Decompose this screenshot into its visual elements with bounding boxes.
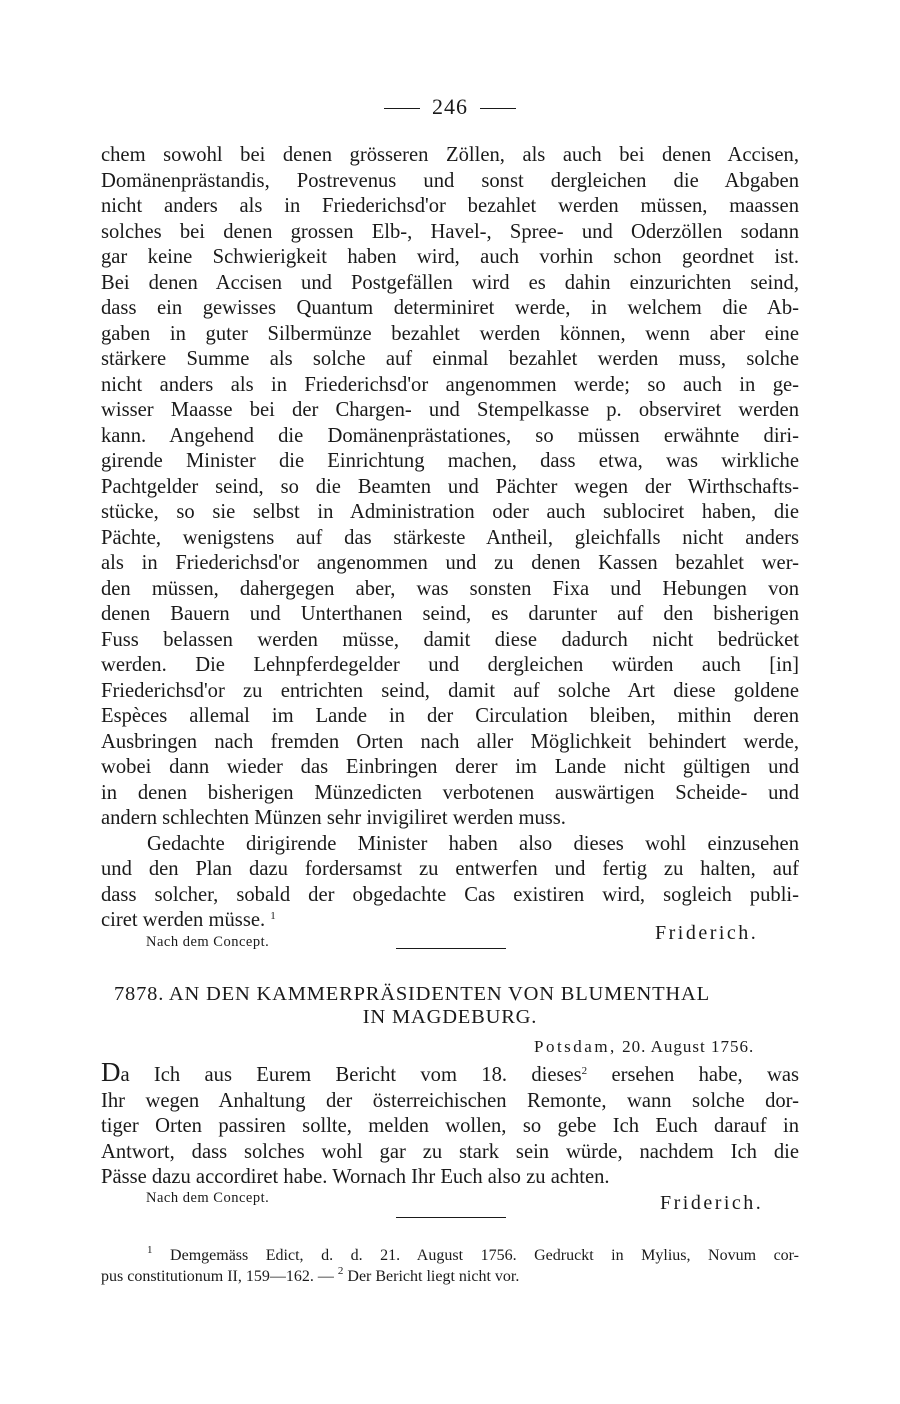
footnote-1 xyxy=(101,1245,799,1266)
text-line: andern schlechten Münzen sehr invigiliret werden muss. xyxy=(101,807,566,829)
text-line: Gedachte dirigirende Minister haben also dieses wohl einzusehen xyxy=(147,832,799,855)
text-line: Espèces allemal im Lande in der Circulation bleiben, mithin deren xyxy=(101,705,799,727)
footnote-1-text: Demgemäss Edict, d. d. 21. August 1756. Gedruckt in Mylius, Novum cor- xyxy=(170,1247,800,1264)
text-line: ciret werden müsse. xyxy=(101,909,266,931)
text-line: Domänenprästandis, Postrevenus und sonst dergleichen die Abgaben xyxy=(101,169,799,192)
letter-first-line xyxy=(101,1057,799,1089)
dateline xyxy=(534,1037,754,1057)
text-line: stärkere Summe als solche auf einmal bezahlet werden muss, solche xyxy=(101,348,799,370)
signature-1: Friderich. xyxy=(655,922,759,944)
document-heading-line1: 7878. AN DEN KAMMERPRÄSIDENTEN VON BLUMENTHAL xyxy=(114,983,710,1005)
footnote-1-number: 1 xyxy=(147,1244,153,1256)
letter-line1-part-b: ersehen habe, was xyxy=(611,1064,799,1086)
footnote-reference-1[interactable]: 1 xyxy=(270,910,276,922)
page-number-dash-right xyxy=(480,108,516,109)
dateline-date: 20. August 1756. xyxy=(622,1037,755,1056)
text-line: chem sowohl bei denen grösseren Zöllen, als auch bei denen Accisen, xyxy=(101,144,799,166)
text-line: gar keine Schwierigkeit haben wird, auch vorhin schon geordnet ist. xyxy=(101,246,799,268)
text-line: Bei denen Accisen und Postgefällen wird es dahin einzurichten seind, xyxy=(101,271,799,294)
letter-line: Ihr wegen Anhaltung der österreichischen Remonte, wann solche dor- xyxy=(101,1089,799,1112)
text-line: stücke, so sie selbst in Administration oder auch sublociret haben, die xyxy=(101,501,799,523)
letter-line: Antwort, dass solches wohl gar zu stark sein würde, nachdem Ich die xyxy=(101,1140,799,1163)
document-heading-line2: IN MAGDEBURG. xyxy=(362,1006,538,1028)
text-line: solches bei denen grossen Elb-, Havel-, Spree- und Oderzöllen sodann xyxy=(101,220,799,243)
letter-line1-part-a: a Ich aus Eurem Bericht vom 18. dieses xyxy=(120,1064,582,1086)
footnote-1-text-end: pus constitutionum II, 159—162. — xyxy=(101,1268,334,1285)
text-line: Fuss belassen werden müsse, damit diese dadurch nicht bedrücket xyxy=(101,628,799,651)
dateline-place: Potsdam, xyxy=(534,1037,617,1056)
signature-2: Friderich. xyxy=(660,1192,764,1214)
text-line: dass ein gewisses Quantum determiniret werde, in welchem die Ab- xyxy=(101,297,799,319)
main-text xyxy=(101,143,799,934)
text-line: Friederichsd'or zu entrichten seind, damit auf solche Art diese goldene xyxy=(101,679,799,702)
text-line: Ausbringen nach fremden Orten nach aller Möglichkeit behindert werde, xyxy=(101,730,799,753)
footnote-reference-2[interactable]: 2 xyxy=(581,1065,588,1077)
text-line: Pächte, wenigstens auf das stärkeste Antheil, gleichfalls nicht anders xyxy=(101,526,799,549)
text-line: wobei dann wieder das Einbringen derer im Lande nicht gültigen und xyxy=(101,756,799,778)
text-line: werden. Die Lehnpferdegelder und dergleichen würden auch [in] xyxy=(101,654,799,676)
section-rule-2 xyxy=(396,1217,506,1218)
text-line: als in Friederichsd'or angenommen und zu denen Kassen bezahlet wer- xyxy=(101,552,799,574)
text-line: und den Plan dazu fordersamst zu entwerfen und fertig zu halten, auf xyxy=(101,858,799,880)
text-line: girende Minister die Einrichtung machen, dass etwa, was wirkliche xyxy=(101,450,799,472)
text-line: Pachtgelder seind, so die Beamten und Pächter wegen der Wirthschafts- xyxy=(101,475,799,498)
text-line: denen Bauern und Unterthanen seind, es darunter auf den bisherigen xyxy=(101,603,799,625)
footnotes xyxy=(101,1245,799,1287)
text-line: den müssen, dahergegen aber, was sonsten Fixa und Hebungen von xyxy=(101,577,799,600)
footnote-2-text: Der Bericht liegt nicht vor. xyxy=(347,1268,520,1285)
dropcap-letter: D xyxy=(101,1057,121,1087)
letter-text xyxy=(101,1057,799,1191)
text-line: kann. Angehend die Domänenprästationes, so müssen erwähnte diri- xyxy=(101,424,799,447)
source-note-2: Nach dem Concept. xyxy=(146,1190,270,1206)
section-rule-1 xyxy=(396,948,506,949)
text-line: nicht anders als in Friederichsd'or angenommen werde; so auch in ge- xyxy=(101,373,799,396)
text-line: dass solcher, sobald der obgedachte Cas existiren wird, sogleich publi- xyxy=(101,883,799,906)
text-line: in denen bisherigen Münzedicten verbotenen auswärtigen Scheide- und xyxy=(101,781,799,804)
page-number xyxy=(0,94,900,120)
text-line: gaben in guter Silbermünze bezahlet werden können, wenn aber eine xyxy=(101,322,799,345)
page-number-dash-left xyxy=(384,108,420,109)
text-line: nicht anders als in Friederichsd'or bezahlet werden müssen, maassen xyxy=(101,195,799,217)
letter-line: tiger Orten passiren sollte, melden wollen, so gebe Ich Euch darauf in xyxy=(101,1115,799,1137)
source-note-1: Nach dem Concept. xyxy=(146,934,270,950)
footnote-continuation xyxy=(101,1266,799,1287)
page-number-text: 246 xyxy=(432,94,468,119)
footnote-2-number: 2 xyxy=(337,1265,344,1277)
letter-line: Pässe dazu accordiret habe. Wornach Ihr Euch also zu achten. xyxy=(101,1166,610,1188)
text-line: wisser Maasse bei der Chargen- und Stempelkasse p. observiret werden xyxy=(101,399,799,421)
